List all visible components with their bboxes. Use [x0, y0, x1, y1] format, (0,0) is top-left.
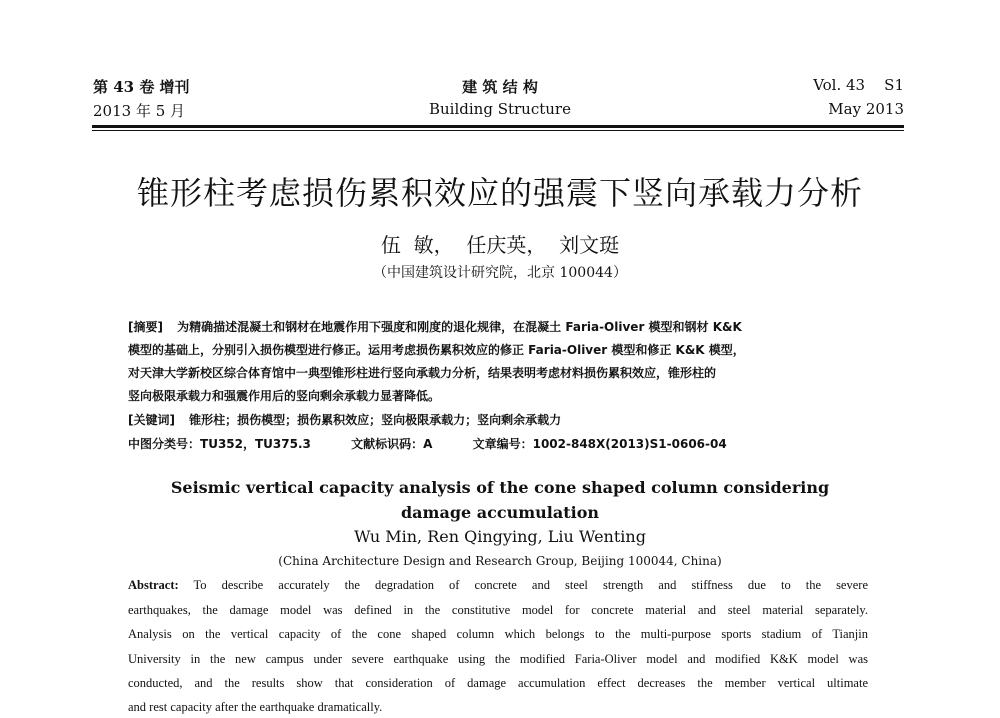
cn-keywords-label: [关键词] [128, 413, 175, 427]
date-en: May 2013 [828, 100, 904, 118]
en-abstract-line-2: earthquakes, the damage model was defined in the constitutive model for concrete material and steel material separately. [128, 603, 868, 617]
affiliation: （中国建筑设计研究院，北京 100044） [373, 265, 627, 281]
en-abstract-line-4: University in the new campus under severe earthquake using the modified Faria-Oliver model and modified K&K model was [128, 652, 868, 666]
authors: 伍 敏， 任庆英， 刘文珽 [380, 233, 620, 257]
paper-title: 锥形柱考虑损伤累积效应的强震下竖向承载力分析 [136, 174, 863, 212]
header-rule-thick [92, 125, 904, 128]
cn-abstract-label: [摘要] [128, 320, 163, 334]
en-authors: Wu Min, Ren Qingying, Liu Wenting [354, 527, 646, 546]
article-no-label: 文章编号： [472, 437, 533, 451]
en-abstract-text-1: To describe accurately the degradation of concrete and steel strength and stiffness due to the severe [193, 578, 868, 592]
volume-en: Vol. 43 S1 [813, 76, 904, 94]
article-no-value: 1002-848X(2013)S1-0606-04 [532, 437, 727, 451]
cn-abstract-line-3: 对天津大学新校区综合体育馆中一典型锥形柱进行竖向承载力分析，结果表明考虑材料损伤累积效应，锥形柱的 [128, 366, 717, 380]
en-title-line-2: damage accumulation [400, 503, 600, 522]
cn-classification-line [128, 435, 727, 452]
journal-en: Building Structure [429, 100, 571, 118]
cn-abstract-line-4: 竖向极限承载力和强震作用后的竖向剩余承载力显著降低。 [128, 389, 441, 403]
en-abstract-line-1 [128, 578, 868, 593]
cn-keywords-line [128, 411, 561, 428]
doc-code-value: A [423, 437, 433, 451]
en-abstract-label: Abstract: [128, 578, 179, 592]
en-title-line-1: Seismic vertical capacity analysis of the cone shaped column considering [170, 478, 830, 497]
en-abstract-line-5: conducted, and the results show that consideration of damage accumulation effect decreases the member vertical ultimate [128, 676, 868, 690]
cn-abstract-line-1 [128, 318, 742, 335]
date-cn: 2013 年 5 月 [93, 102, 186, 120]
cn-abstract-text-1: 为精确描述混凝土和钢材在地震作用下强度和刚度的退化规律，在混凝土 Faria-Oliver 模型和钢材 K&K [177, 320, 742, 334]
journal-cn: 建 筑 结 构 [462, 78, 538, 96]
en-abstract-line-6: and rest capacity after the earthquake dramatically. [128, 700, 383, 714]
volume-cn: 第 43 卷 增刊 [93, 78, 190, 96]
clc-label: 中图分类号： [128, 437, 201, 451]
en-affiliation: (China Architecture Design and Research Group, Beijing 100044, China) [278, 554, 722, 568]
doc-code-label: 文献标识码： [351, 437, 424, 451]
en-abstract-line-3: Analysis on the vertical capacity of the cone shaped column which belongs to the multi-purpose sports stadium of Tianjin [128, 627, 868, 641]
header-rule-thin [92, 130, 904, 131]
cn-abstract-line-2: 模型的基础上，分别引入损伤模型进行修正。运用考虑损伤累积效应的修正 Faria-Oliver 模型和修正 K&K 模型， [128, 343, 745, 357]
cn-keywords: 锥形柱；损伤模型；损伤累积效应；竖向极限承载力；竖向剩余承载力 [189, 413, 562, 427]
clc-value: TU352，TU375.3 [200, 437, 311, 451]
